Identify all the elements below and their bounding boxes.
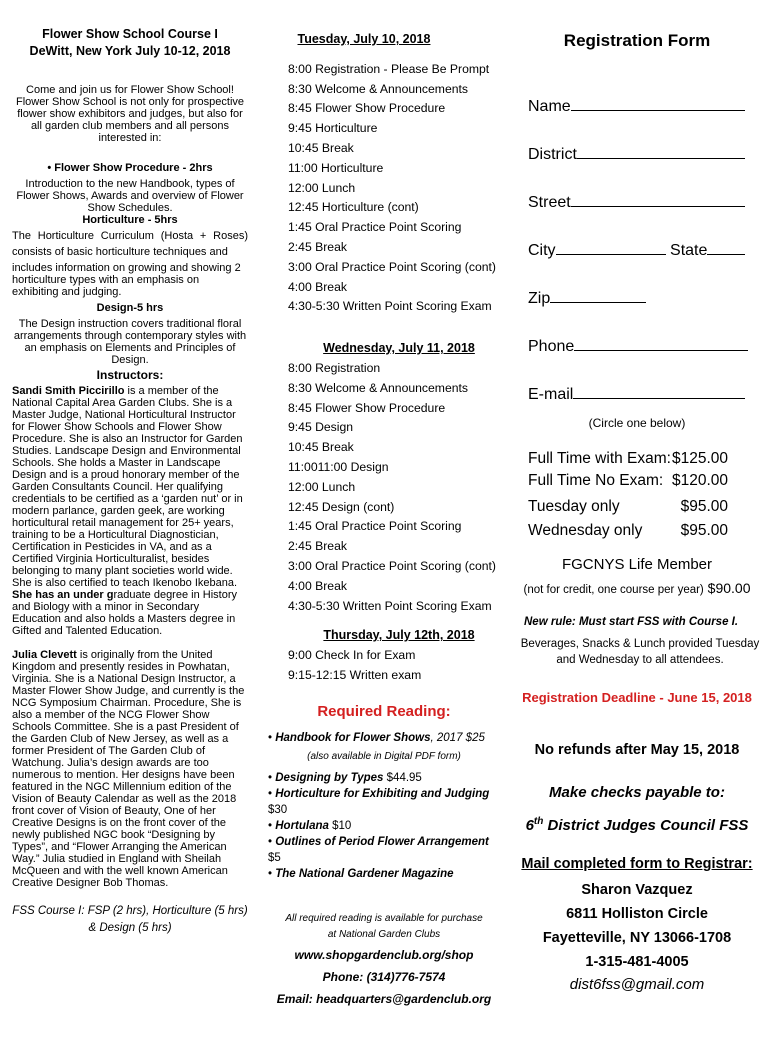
book-title: Outlines of Period Flower Arrangement (275, 835, 489, 848)
thursday-schedule (268, 646, 500, 686)
city-state-field[interactable] (528, 240, 745, 260)
registrar-line: Sharon Vazquez (581, 882, 693, 898)
schedule-item: 9:45 Design (288, 420, 354, 435)
instructor-sandi-bio-text: is a member of the National Capital Area Garden Clubs. She is a Master Judge, National Horticultural Instructor for Flower Show Schools and Flower Show Procedure. She is also an Instructor for Garden Studies. Landscape Design and Environmental Schools. She holds a Master in Landscape Design and is a proud honorary member of the Garden Consultants Council. Her qualifying credentials to be certified as a ‘garden nut’ or in modern parlance, garden geek, are working horticultural retail management for 25+ years, training to be a Horticultural Diagnostician, Certification in Pesticides in VA, and as a Certified Virginia Horticulturalist, besides belonging to many plant societies world wide. She is also certified to teach Ikenobo Ikebana. (12, 385, 243, 589)
registrar-email[interactable]: dist6fss@gmail.com (569, 976, 705, 993)
city-input-line[interactable] (556, 240, 666, 255)
schedule-item: 9:15-12:15 Written exam (288, 667, 422, 682)
price-label: Wednesday only (528, 522, 643, 539)
street-field[interactable] (528, 192, 745, 212)
checks-payable-heading: Make checks payable to: (549, 784, 725, 801)
schedule-item: 10:45 Break (288, 140, 354, 155)
book-item (268, 730, 500, 746)
schedule-item: 12:45 Horticulture (cont) (288, 200, 419, 215)
schedule-item: 12:00 Lunch (288, 479, 356, 494)
life-member-price: $90.00 (703, 580, 751, 596)
registrar-line: Fayetteville, NY 13066-1708 (542, 930, 732, 946)
price-option-wednesday[interactable] (528, 522, 728, 540)
schedule-item: 10:45 Break (288, 440, 354, 455)
registration-deadline: Registration Deadline - June 15, 2018 (522, 690, 752, 705)
schedule-item: 8:45 Flower Show Procedure (288, 400, 446, 415)
horticulture-heading: Horticulture - 5hrs (82, 214, 178, 226)
city-label: City (528, 242, 556, 259)
life-member-note-text: (not for credit, one course per year) (523, 584, 704, 596)
payee-ordinal: th (533, 816, 544, 827)
phone-field[interactable] (528, 336, 748, 356)
schedule-item: 8:45 Flower Show Procedure (288, 101, 446, 116)
email-field[interactable] (528, 384, 745, 404)
payee-number: 6 (525, 817, 534, 834)
schedule-item: 8:30 Welcome & Announcements (288, 380, 468, 395)
instructors-heading: Instructors: (96, 368, 164, 382)
name-label: Name (528, 98, 571, 115)
horticulture-text-2: includes information on growing and showing 2 horticulture types with an emphasis on exhibiting and judging. (12, 262, 241, 298)
book-price: $10 (328, 819, 352, 832)
email-label: E-mail (528, 386, 574, 403)
wednesday-schedule (268, 359, 500, 616)
registrar-line: 1-315-481-4005 (585, 954, 689, 970)
schedule-item: 2:45 Break (288, 539, 347, 554)
schedule-item: 8:00 Registration (288, 360, 381, 375)
mail-to-heading: Mail completed form to Registrar: (521, 856, 753, 872)
beverages-note: Beverages, Snacks & Lunch provided Tuesday and Wednesday to all attendees. (520, 638, 760, 666)
schedule-item: 11:00 Horticulture (288, 160, 384, 175)
price-option-tuesday[interactable] (528, 498, 728, 516)
registrar-address (512, 878, 762, 974)
district-field[interactable] (528, 144, 745, 164)
book-title: Handbook for Flower Shows (275, 731, 431, 744)
name-field[interactable] (528, 96, 745, 116)
wednesday-heading: Wednesday, July 11, 2018 (323, 341, 475, 356)
schedule-item: 9:00 Check In for Exam (288, 648, 416, 663)
zip-label: Zip (528, 290, 551, 307)
schedule-item: 9:45 Horticulture (288, 121, 378, 136)
price-amount: $95.00 (680, 522, 728, 539)
registrar-line: 6811 Holliston Circle (566, 906, 708, 922)
zip-input-line[interactable] (550, 288, 646, 303)
column-registration (512, 30, 762, 1054)
purchase-note-2: at National Garden Clubs (327, 928, 441, 940)
instructor-sandi-bold: She has an under g (12, 589, 114, 601)
schedule-item: 8:30 Welcome & Announcements (288, 81, 468, 96)
instructor-sandi-bio (12, 385, 248, 637)
payee-name (512, 816, 762, 834)
schedule-item: 12:45 Design (cont) (288, 499, 395, 514)
schedule-item: 1:45 Oral Practice Point Scoring (288, 220, 462, 235)
fsp-text: Introduction to the new Handbook, types of Flower Shows, Awards and overview of Flower Show Schedules. (16, 178, 244, 214)
book-price: $30 (268, 803, 288, 816)
price-amount: $95.00 (680, 498, 728, 515)
instructor-sandi-name: Sandi Smith Piccirillo (12, 385, 125, 397)
email-input-line[interactable] (573, 384, 745, 399)
circle-note: (Circle one below) (588, 416, 686, 430)
intro-text: Come and join us for Flower Show School! Flower Show School is not only for prospective flower show exhibitors and judges, but also for all garden club members and all persons interested in: (15, 84, 245, 144)
instructor-julia-name: Julia Clevett (12, 649, 77, 661)
shop-email[interactable]: Email: headquarters@gardenclub.org (276, 991, 492, 1006)
no-refunds-note: No refunds after May 15, 2018 (534, 742, 740, 758)
schedule-item: 11:0011:00 Design (288, 459, 389, 474)
district-input-line[interactable] (577, 144, 745, 159)
instructor-sandi-bio-text-2: raduate degree in History and Biology with a minor in Secondary Education and also holds a Masters degree in Gifted and Talented Education. (12, 589, 237, 637)
course-title: Flower Show School Course I (42, 27, 218, 41)
horticulture-text-1: The Horticulture Curriculum (Hosta + Roses) consists of basic horticulture techniques and (12, 230, 248, 258)
street-label: Street (528, 194, 571, 211)
book-item (268, 770, 500, 786)
fss-course-note-2: & Design (5 hrs) (88, 922, 172, 934)
schedule-item: 3:00 Oral Practice Point Scoring (cont) (288, 259, 496, 274)
instructor-julia-bio-text: is originally from the United Kingdom and presently resides in Powhatan, Virginia. She is a National Design Instructor, a Master Flower Show Judge, and currently is the NCG Symposium Chairman. Procedure, She is also a member of the NCG Flower Show Schools Committee. She is a past President of the Garden Club of New Jersey, as well as a former President of The Garden Club of Watchung. Julia’s design awards are too numerous to mention. Her designs have been featured in the NGC Millennium edition of the Vision of Beauty Calendar as well as the 2018 front cover of Vision of Beauty, One of her Creative Designs is on the front cover of the newly published NGC book “Designing by Types”, and “Flower Arranging the American Way.” Julia studied in England with Sheilah McQueen and with the well known American Creative Designer Bob Thomas. (12, 649, 245, 889)
schedule-item: 4:00 Break (288, 578, 347, 593)
schedule-item: 4:00 Break (288, 279, 347, 294)
shop-phone: Phone: (314)776-7574 (322, 969, 446, 984)
street-input-line[interactable] (571, 192, 745, 207)
book-item (268, 866, 500, 882)
book-item (268, 818, 500, 834)
column-schedule (268, 30, 500, 1010)
course-location-date: DeWitt, New York July 10-12, 2018 (29, 44, 231, 58)
price-label: Full Time No Exam: (528, 472, 664, 489)
price-amount: $120.00 (671, 472, 728, 489)
shop-url[interactable]: www.shopgardenclub.org/shop (294, 947, 474, 962)
book-title: Hortulana (275, 819, 329, 832)
required-reading-heading: Required Reading: (317, 702, 451, 720)
book-price: $5 (268, 851, 281, 864)
book-list (268, 770, 500, 882)
fsp-heading: • Flower Show Procedure - 2hrs (47, 162, 213, 174)
life-member-option[interactable]: FGCNYS Life Member (561, 556, 713, 573)
book-pdf-note: (also available in Digital PDF form) (307, 750, 461, 762)
new-rule-note: New rule: Must start FSS with Course I. (524, 616, 739, 628)
schedule-item: 4:30-5:30 Written Point Scoring Exam (288, 299, 492, 314)
district-label: District (528, 146, 577, 163)
phone-label: Phone (528, 338, 575, 355)
life-member-note (512, 580, 762, 596)
name-input-line[interactable] (571, 96, 745, 111)
phone-input-line[interactable] (574, 336, 748, 351)
price-label: Full Time with Exam: (528, 450, 671, 467)
schedule-item: 1:45 Oral Practice Point Scoring (288, 519, 462, 534)
payee-rest: District Judges Council FSS (543, 817, 749, 834)
price-amount: $125.00 (671, 450, 728, 467)
book-title: Horticulture for Exhibiting and Judging (275, 787, 490, 800)
book-price: , 2017 $25 (430, 731, 485, 744)
registration-form-title: Registration Form (563, 31, 711, 50)
book-price: $44.95 (383, 771, 422, 784)
book-item (268, 834, 500, 866)
schedule-item: 8:00 Registration - Please Be Prompt (288, 61, 490, 76)
schedule-item: 2:45 Break (288, 239, 347, 254)
purchase-note-1: All required reading is available for purchase (285, 912, 483, 924)
price-option-full-no-exam[interactable] (528, 472, 728, 490)
tuesday-schedule (268, 60, 500, 317)
book-title: Designing by Types (275, 771, 384, 784)
required-reading-list (268, 730, 500, 746)
book-item (268, 786, 500, 818)
thursday-heading: Thursday, July 12th, 2018 (323, 628, 475, 643)
zip-field[interactable] (528, 288, 646, 308)
schedule-item: 12:00 Lunch (288, 180, 356, 195)
design-heading: Design-5 hrs (96, 302, 164, 314)
tuesday-heading: Tuesday, July 10, 2018 (297, 32, 431, 46)
state-input-line[interactable] (707, 240, 745, 255)
price-option-full-exam[interactable] (528, 450, 728, 468)
design-text: The Design instruction covers traditional floral arrangements through contemporary styles with an emphasis on Elements and Principles of Design. (13, 318, 247, 366)
book-title: The National Gardener Magazine (275, 867, 454, 880)
instructor-julia-bio (12, 649, 248, 889)
schedule-item: 3:00 Oral Practice Point Scoring (cont) (288, 558, 496, 573)
state-label: State (670, 242, 708, 259)
fss-course-note-1: FSS Course I: FSP (2 hrs), Horticulture (5 hrs) (12, 905, 248, 917)
price-label: Tuesday only (528, 498, 620, 515)
column-course-info (12, 26, 248, 937)
schedule-item: 4:30-5:30 Written Point Scoring Exam (288, 598, 492, 613)
